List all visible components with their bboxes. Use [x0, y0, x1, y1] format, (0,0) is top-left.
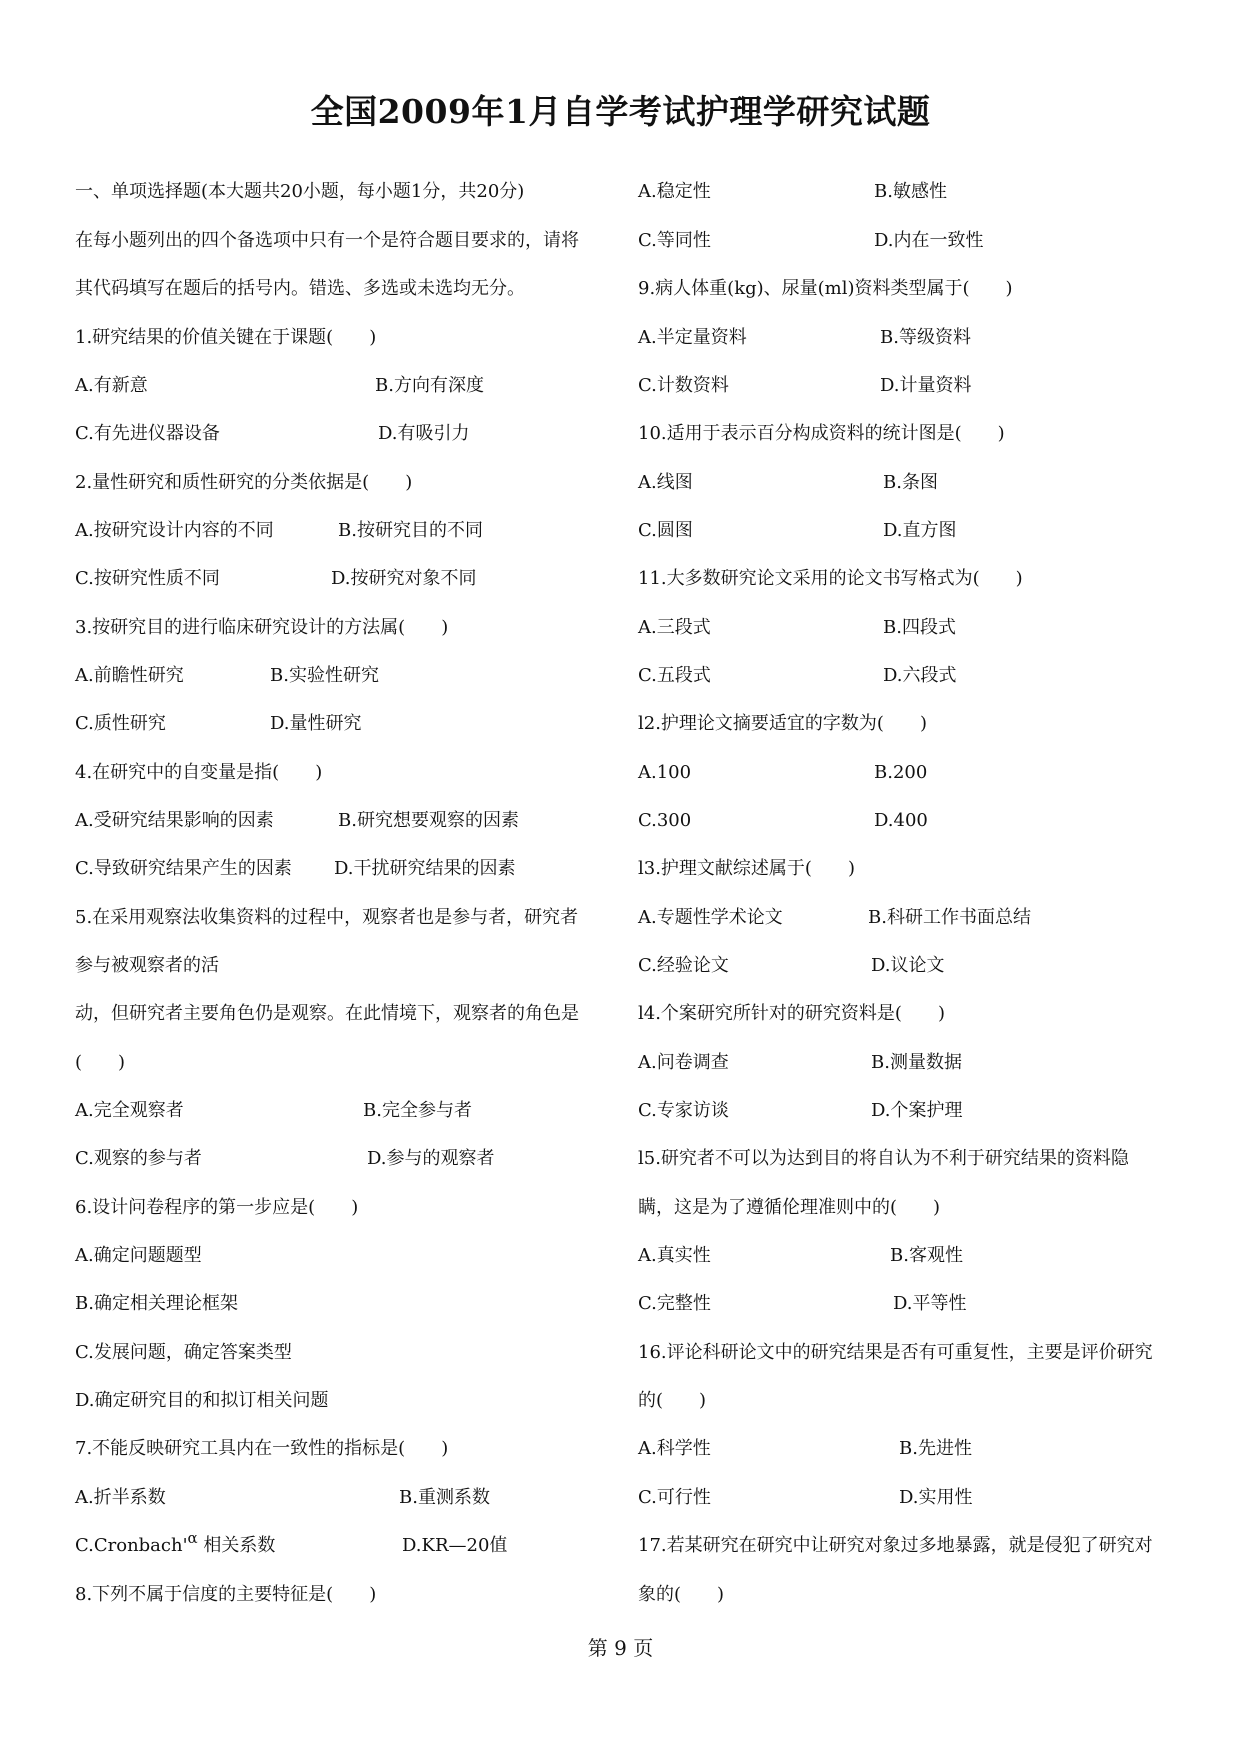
option-a: A.折半系数 [75, 1487, 166, 1508]
option-d: D.直方图 [883, 520, 957, 541]
option-a: A.受研究结果影响的因素 [75, 810, 274, 831]
option-c: C.导致研究结果产生的因素 [75, 858, 292, 879]
option-a: A.三段式 [638, 617, 711, 638]
page-title: 全国2009年1月自学考试护理学研究试题 [310, 92, 931, 131]
question-16: 16.评论科研论文中的研究结果是否有可重复性，主要是评价研究 [638, 1342, 1153, 1363]
option-b: B.条图 [883, 472, 938, 493]
option-b: B.完全参与者 [363, 1100, 472, 1121]
alpha-symbol: α [187, 1529, 198, 1547]
option-b: B.科研工作书面总结 [868, 907, 1031, 928]
option-b: B.方向有深度 [375, 375, 484, 396]
option-c: C.发展问题，确定答案类型 [75, 1342, 292, 1363]
section-heading: 一、单项选择题(本大题共20小题，每小题1分，共20分) [75, 181, 525, 202]
option-b: B.研究想要观察的因素 [338, 810, 519, 831]
option-d: D.平等性 [893, 1293, 967, 1314]
option-d: D.有吸引力 [378, 423, 470, 444]
option-d: D.六段式 [883, 665, 957, 686]
option-d: D.参与的观察者 [367, 1148, 495, 1169]
option-c: C.质性研究 [75, 713, 166, 734]
instruction-line: 其代码填写在题后的括号内。错选、多选或未选均无分。 [75, 278, 525, 299]
question-4: 4.在研究中的自变量是指( ) [75, 762, 323, 783]
option-d: D.计量资料 [880, 375, 972, 396]
option-b: B.等级资料 [880, 327, 971, 348]
question-10: 10.适用于表示百分构成资料的统计图是( ) [638, 423, 1005, 444]
option-c: C.经验论文 [638, 955, 729, 976]
question-9: 9.病人体重(kg)、尿量(ml)资料类型属于( ) [638, 278, 1013, 299]
option-a: A.线图 [638, 472, 693, 493]
option-d: D.议论文 [871, 955, 945, 976]
option-b: B.按研究目的不同 [338, 520, 483, 541]
option-c: C.完整性 [638, 1293, 711, 1314]
instruction-line: 在每小题列出的四个备选项中只有一个是符合题目要求的，请将 [75, 230, 579, 251]
option-c: C.计数资料 [638, 375, 729, 396]
option-d: D.400 [874, 810, 928, 831]
question-17-cont: 象的( ) [638, 1584, 725, 1605]
option-a: A.按研究设计内容的不同 [75, 520, 274, 541]
option-c: C.按研究性质不同 [75, 568, 220, 589]
question-14: l4.个案研究所针对的研究资料是( ) [638, 1003, 945, 1024]
option-a: A.100 [638, 762, 692, 783]
question-1: 1.研究结果的价值关键在于课题( ) [75, 327, 377, 348]
option-a: A.真实性 [638, 1245, 711, 1266]
question-15: l5.研究者不可以为达到目的将自认为不利于研究结果的资料隐 [638, 1148, 1129, 1169]
option-d: D.实用性 [899, 1487, 973, 1508]
question-7: 7.不能反映研究工具内在一致性的指标是( ) [75, 1438, 449, 1459]
question-16-cont: 的( ) [638, 1390, 707, 1411]
page-number: 第 9 页 [587, 1636, 654, 1660]
question-17: 17.若某研究在研究中让研究对象过多地暴露，就是侵犯了研究对 [638, 1535, 1153, 1556]
option-a: A.半定量资料 [638, 327, 747, 348]
option-d: D.干扰研究结果的因素 [334, 858, 516, 879]
option-b: B.四段式 [883, 617, 956, 638]
option-a: A.有新意 [75, 375, 148, 396]
question-5-cont: 参与被观察者的活 [75, 955, 219, 976]
option-c: $C.Cronbach'^\alpha$ 相关系数 [75, 1529, 276, 1556]
option-b: B.客观性 [890, 1245, 963, 1266]
question-5-cont: ( ) [75, 1052, 126, 1073]
option-c: C.300 [638, 810, 692, 831]
option-c: C.观察的参与者 [75, 1148, 202, 1169]
option-a: A.科学性 [638, 1438, 711, 1459]
option-c: C.五段式 [638, 665, 711, 686]
question-13: l3.护理文献综述属于( ) [638, 858, 855, 879]
option-d: D.确定研究目的和拟订相关问题 [75, 1390, 329, 1411]
option-b: B.实验性研究 [270, 665, 379, 686]
question-5: 5.在采用观察法收集资料的过程中，观察者也是参与者，研究者 [75, 907, 579, 928]
option-b: B.测量数据 [871, 1052, 962, 1073]
question-5-cont: 动，但研究者主要角色仍是观察。在此情境下，观察者的角色是 [75, 1003, 579, 1024]
option-c: C.可行性 [638, 1487, 711, 1508]
option-b: B.确定相关理论框架 [75, 1293, 238, 1314]
option-d: D.KR—20值 [402, 1535, 508, 1556]
option-b: B.先进性 [899, 1438, 972, 1459]
question-2: 2.量性研究和质性研究的分类依据是( ) [75, 472, 413, 493]
question-11: 11.大多数研究论文采用的论文书写格式为( ) [638, 568, 1023, 589]
option-c: C.有先进仪器设备 [75, 423, 220, 444]
option-a: A.问卷调查 [638, 1052, 729, 1073]
option-d: D.内在一致性 [874, 230, 984, 251]
option-c: C.圆图 [638, 520, 693, 541]
question-3: 3.按研究目的进行临床研究设计的方法属( ) [75, 617, 449, 638]
option-c: C.等同性 [638, 230, 711, 251]
option-b: B.敏感性 [874, 181, 947, 202]
option-a: A.完全观察者 [75, 1100, 184, 1121]
option-d: D.个案护理 [871, 1100, 963, 1121]
option-b: B.200 [874, 762, 928, 783]
question-12: l2.护理论文摘要适宜的字数为( ) [638, 713, 927, 734]
question-15-cont: 瞒，这是为了遵循伦理准则中的( ) [638, 1197, 941, 1218]
option-b: B.重测系数 [399, 1487, 490, 1508]
option-d: D.按研究对象不同 [331, 568, 477, 589]
option-a: A.稳定性 [638, 181, 711, 202]
option-a: A.前瞻性研究 [75, 665, 184, 686]
question-6: 6.设计问卷程序的第一步应是( ) [75, 1197, 359, 1218]
option-a: A.确定问题题型 [75, 1245, 202, 1266]
option-c: C.专家访谈 [638, 1100, 729, 1121]
question-8: 8.下列不属于信度的主要特征是( ) [75, 1584, 377, 1605]
option-a: A.专题性学术论文 [638, 907, 783, 928]
option-d: D.量性研究 [270, 713, 362, 734]
